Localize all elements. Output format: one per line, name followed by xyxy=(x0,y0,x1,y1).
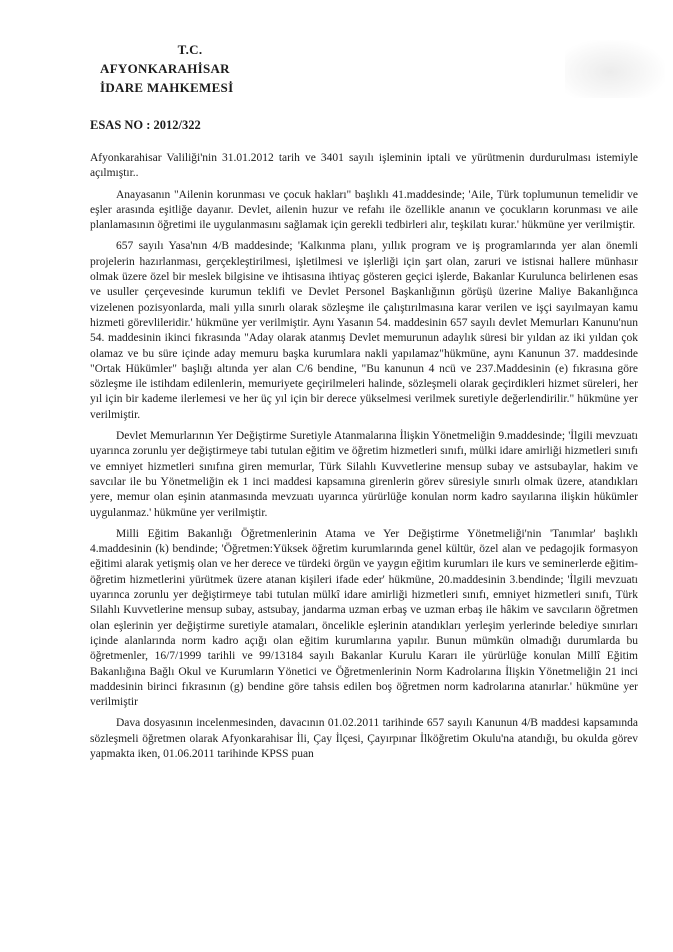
case-number: ESAS NO : 2012/322 xyxy=(90,118,201,132)
paragraph-case-facts: Dava dosyasının incelenmesinden, davacının 01.02.2011 tarihinde 657 sayılı Kanunun 4/B maddesi kapsamında sözleşmeli öğretmen olarak Afyonkarahisar İli, Çay İlçesi, Çayırpınar İlköğretim Okulu'na atandığı, bu okulda görev yapmakta iken, 01.06.2011 tarihinde KPSS puan xyxy=(90,717,638,760)
paragraph-meb-regulation: Milli Eğitim Bakanlığı Öğretmenlerinin Atama ve Yer Değiştirme Yönetmeliği'nin 'Tanımlar' başlıklı 4.maddesinin (k) bendinde; 'Öğretmen:Yüksek öğretim kurumlarında genel kültür, özel alan ve pedagojik formasyon eğitimi alarak yetişmiş olan ve her derece ve türdeki örgün ve yaygın eğitim kurumları ile kurs ve seminerlerde eğitim-öğretim hizmetlerini yürütmek üzere atanan kişileri ifade eder' hükmüne, 20.maddesinin 3.bendinde; 'İlgili mevzuatı uyarınca zorunlu yer değiştirmeye tabi tutulan mülkî idare amirliği hizmetleri sınıfı, emniyet hizmetleri sınıfı, Türk Silahlı Kuvvetlerine mensup subay, astsubay, jandarma uzman erbaş ve uzman erbaş ile hâkim ve savcıların öğretmen olan eşlerinin yer değiştirme suretiyle atamaları, öncelikle eşlerinin atandıkları yerleşim yerlerinde belediye sınırları içinde alanlarında norm kadro açığı olan eğitim kurumlarına yapılır. Bunun mümkün olmadığı durumlarda bu öğretmenler, 16/7/1999 tarihli ve 99/13184 sayılı Bakanlar Kurulu Kararı ile yürürlüğe konulan Millî Eğitim Bakanlığına Bağlı Okul ve Kurumların Yönetici ve Öğretmenlerinin Norm Kadrolarına İlişkin Yönetmeliğin 21 inci maddesinin birinci fıkrasının (g) bendine göre tahsis edilen boş öğretmen norm kadrolarına atanırlar.' hükmüne yer verilmiştir xyxy=(90,527,638,709)
paragraph-subject: Afyonkarahisar Valiliği'nin 31.01.2012 tarih ve 3401 sayılı işleminin iptali ve yürütmenin durdurulması istemiyle açılmıştır.. xyxy=(90,152,638,180)
document-body xyxy=(90,151,638,768)
header-court-name: İDARE MAHKEMESİ xyxy=(100,80,234,95)
faded-stamp xyxy=(565,40,665,98)
court-header xyxy=(90,40,290,97)
header-country: T.C. xyxy=(177,42,203,57)
paragraph-constitution: Anayasanın "Ailenin korunması ve çocuk hakları" başlıklı 41.maddesinde; 'Aile, Türk toplumunun temelidir ve eşler arasında eşitliğe dayanır. Devlet, ailenin huzur ve refahı ile özellikle ananın ve çocukların korunması ve aile planlamasının öğretimi ile uygulanmasını sağlamak için gerekli tedbirleri alır, teşkilatı kurar.' hükmüne yer verilmiştir. xyxy=(90,188,638,232)
paragraph-regulation-9: Devlet Memurlarının Yer Değiştirme Suretiyle Atanmalarına İlişkin Yönetmeliğin 9.maddesinde; 'İlgili mevzuatı uyarınca zorunlu yer değiştirmeye tabi tutulan eğitim ve öğretim hizmetleri sınıfı, mülki idare amirliği hizmetleri sınıfı ve emniyet hizmetleri sınıfına giren memurlar, Türk Silahlı Kuvvetlerine mensup subay ve astsubaylar, hakim ve savcılar ile bu Yönetmeliğin ek 1 inci maddesi kapsamına girenlerin görev süresiyle sınırlı olmak üzere, atandıkları yere, memur olan eşinin atanmasında mevzuatı uyarınca yürürlüğe konulan norm kadro sayılarına ilişkin hükümler uygulanmaz.' hükmüne yer verilmiştir. xyxy=(90,430,638,519)
paragraph-law-657: 657 sayılı Yasa'nın 4/B maddesinde; 'Kalkınma planı, yıllık program ve iş programlarında yer alan önemli projelerin hazırlanması, gerçekleştirilmesi, işletilmesi ve işlerliği için şart olan, zaruri ve istisnai hallere münhasır olmak üzere özel bir meslek bilgisine ve ihtisasına ihtiyaç gösteren geçici işlerde, Bakanlar Kurulunca belirlenen esas ve usuller çerçevesinde kurumun teklifi ve Devlet Personel Başkanlığının görüşü üzerine Maliye Bakanlığınca vizelenen pozisyonlarda, mali yılla sınırlı olarak sözleşme ile çalıştırılmasına karar verilen ve işçi sayılmayan kamu hizmeti görevlileridir.' hükmüne yer verilmiştir. Aynı Yasanın 54. maddesinin 657 sayılı devlet Memurları Kanunu'nun 54. maddesinin ikinci fıkrasında "Aday olarak atanmış Devlet memurunun adaylık süresi bir yıldan az iki yıldan çok olamaz ve bu süre içinde aday memuru başka kurumlara nakli yapılamaz"hükmüne, aynı Kanunun 37. maddesinde "Ortak Hükümler" başlığı altında yer alan C/6 bendine, "Bu kanunun 4 ncü ve 237.Maddesinin (e) fıkrasına göre sözleşme ile istihdam edilenlerin, memuriyete geçirilmeleri halinde, sözleşmeli olarak geçirdikleri hizmet süreleri, her yıl için bir kademe ilerlemesi ve her üç yıl için bir derece yükselmesi verilmek suretiyle değerlendirilir." hükmüne yer verilmiştir. xyxy=(90,240,638,421)
header-city: AFYONKARAHİSAR xyxy=(100,61,230,76)
